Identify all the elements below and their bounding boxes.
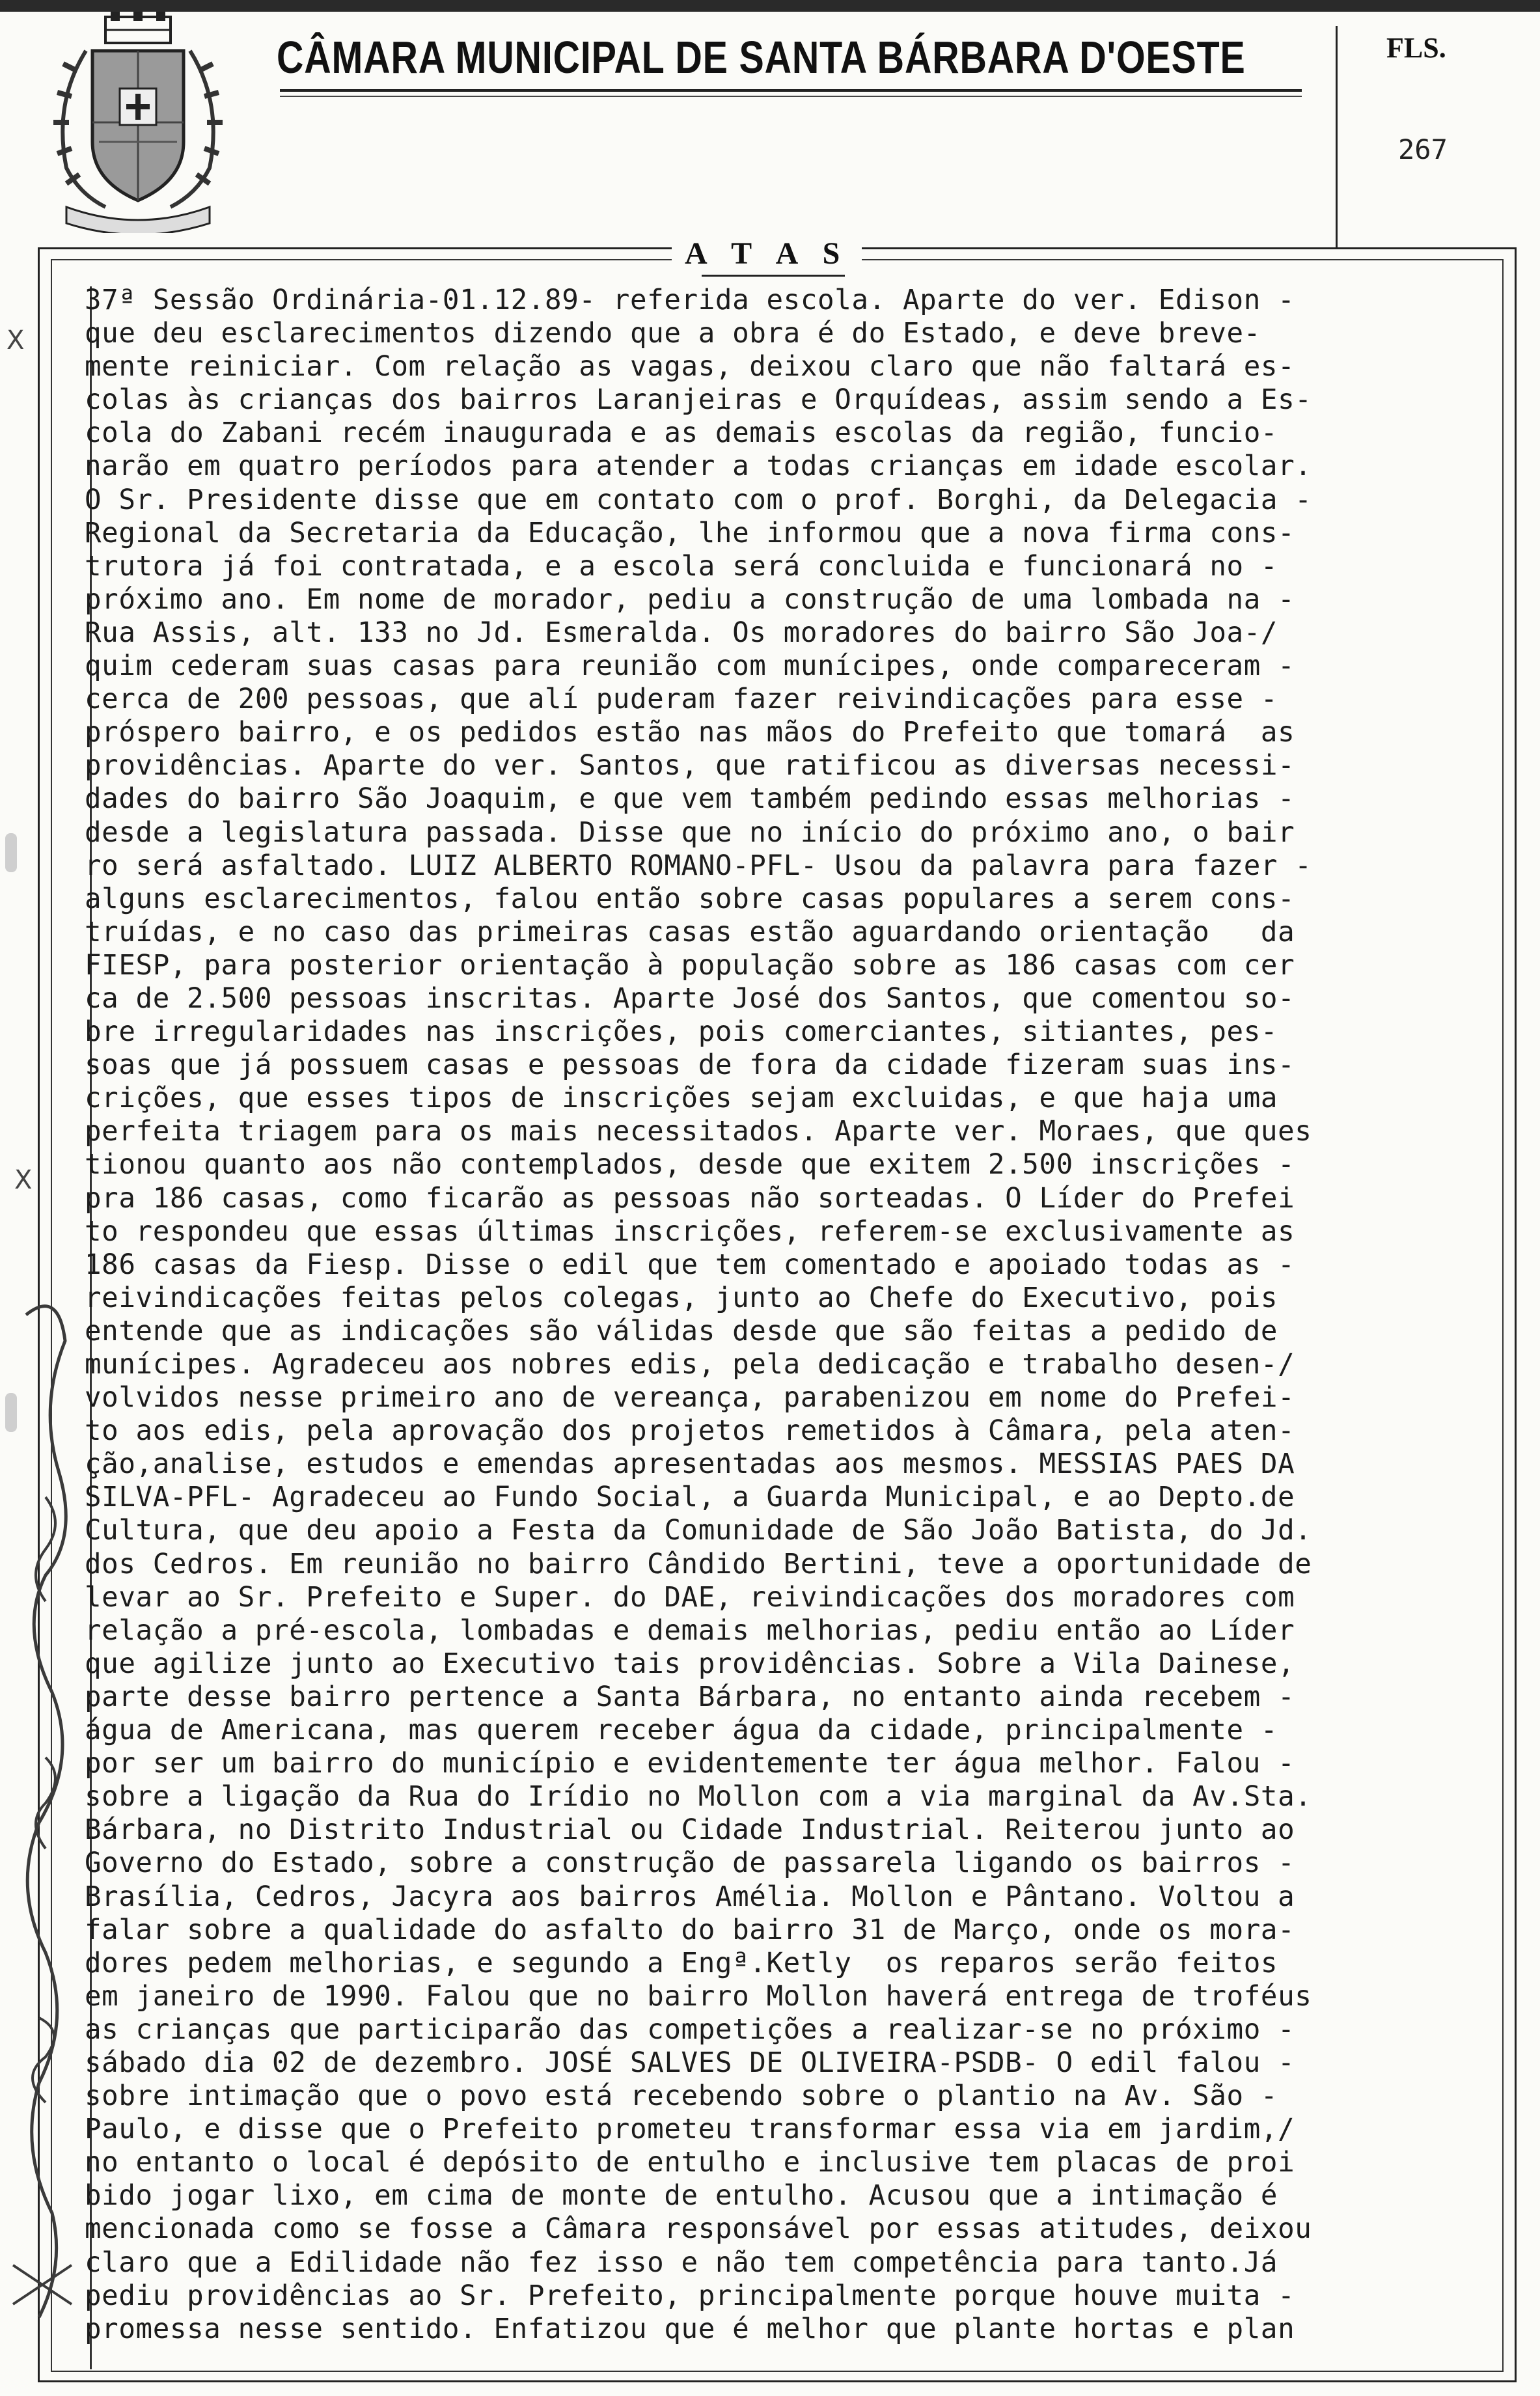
scan-edge — [0, 0, 1540, 12]
margin-x-mark: X — [14, 1165, 33, 1195]
header-rule-thin — [280, 96, 1302, 97]
minutes-line: Regional da Secretaria da Educação, lhe informou que a nova firma cons- — [85, 517, 1295, 549]
minutes-line: dos Cedros. Em reunião no bairro Cândido Bertini, teve a oportunidade de — [85, 1548, 1312, 1580]
minutes-line: quim cederam suas casas para reunião com munícipes, onde compareceram - — [85, 650, 1295, 683]
minutes-line: levar ao Sr. Prefeito e Super. do DAE, reivindicações dos moradores com — [85, 1581, 1295, 1614]
minutes-line: 186 casas da Fiesp. Disse o edil que tem comentado e apoiado todas as - — [85, 1248, 1295, 1281]
margin-x-mark: X — [7, 325, 25, 355]
minutes-line: que deu esclarecimentos dizendo que a obra é do Estado, e deve breve- — [85, 318, 1261, 350]
page-number-divider — [1336, 26, 1338, 247]
minutes-line: O Sr. Presidente disse que em contato com o prof. Borghi, da Delegacia - — [85, 484, 1312, 516]
minutes-line: desde a legislatura passada. Disse que no início do próximo ano, o bair — [85, 816, 1295, 849]
minutes-line: água de Americana, mas querem receber água da cidade, principalmente - — [85, 1714, 1278, 1747]
minutes-line: cola do Zabani recém inaugurada e as demais escolas da região, funcio- — [85, 417, 1278, 450]
minutes-line: mencionada como se fosse a Câmara responsável por essas atitudes, deixou — [85, 2213, 1312, 2246]
minutes-line: no entanto o local é depósito de entulho e inclusive tem placas de proi — [85, 2147, 1295, 2179]
minutes-line: to aos edis, pela aprovação dos projetos remetidos à Câmara, pela aten- — [85, 1415, 1295, 1448]
folio-label: FLS. — [1386, 32, 1446, 64]
minutes-line: providências. Aparte do ver. Santos, que ratificou as diversas necessi- — [85, 750, 1295, 782]
minutes-line: sobre intimação que o povo está recebendo sobre o plantio na Av. São - — [85, 2080, 1278, 2113]
minutes-line: Paulo, e disse que o Prefeito prometeu transformar essa via em jardim,/ — [85, 2114, 1295, 2146]
minutes-line: próspero bairro, e os pedidos estão nas mãos do Prefeito que tomará as — [85, 717, 1295, 749]
minutes-line: narão em quatro períodos para atender a todas crianças em idade escolar. — [85, 450, 1312, 483]
minutes-line: Brasília, Cedros, Jacyra aos bairros Amélia. Mollon e Pântano. Voltou a — [85, 1880, 1295, 1913]
minutes-line: sobre a ligação da Rua do Irídio no Mollon com a via marginal da Av.Sta. — [85, 1781, 1312, 1813]
header-rule — [280, 89, 1302, 92]
minutes-line: em janeiro de 1990. Falou que no bairro Mollon haverá entrega de troféus — [85, 1980, 1312, 2013]
section-title-underline — [702, 275, 845, 277]
minutes-line: pra 186 casas, como ficarão as pessoas não sorteadas. O Líder do Prefei — [85, 1182, 1295, 1215]
minutes-line: munícipes. Agradeceu aos nobres edis, pela dedicação e trabalho desen-/ — [85, 1349, 1295, 1381]
minutes-line: Rua Assis, alt. 133 no Jd. Esmeralda. Os moradores do bairro São Joa-/ — [85, 616, 1278, 649]
minutes-line: tionou quanto aos não contemplados, desde que exitem 2.500 inscrições - — [85, 1149, 1295, 1181]
minutes-line: trutora já foi contratada, e a escola será concluida e funcionará no - — [85, 550, 1278, 583]
minutes-line: Bárbara, no Distrito Industrial ou Cidade Industrial. Reiterou junto ao — [85, 1814, 1295, 1847]
minutes-line: mente reiniciar. Com relação as vagas, deixou claro que não faltará es- — [85, 351, 1295, 383]
minutes-line: dades do bairro São Joaquim, e que vem também pedindo essas melhorias - — [85, 783, 1295, 816]
minutes-line: por ser um bairro do município e evidentemente ter água melhor. Falou - — [85, 1748, 1295, 1780]
minutes-line: soas que já possuem casas e pessoas de fora da cidade fizeram suas ins- — [85, 1049, 1295, 1082]
minutes-line: truídas, e no caso das primeiras casas estão aguardando orientação da — [85, 916, 1295, 948]
minutes-line: Governo do Estado, sobre a construção de passarela ligando os bairros - — [85, 1847, 1295, 1880]
minutes-line: as crianças que participarão das competições a realizar-se no próximo - — [85, 2013, 1295, 2046]
minutes-line: 37ª Sessão Ordinária-01.12.89- referida escola. Aparte do ver. Edison - — [85, 284, 1295, 316]
minutes-line: pediu providências ao Sr. Prefeito, principalmente porque houve muita - — [85, 2279, 1295, 2312]
minutes-line: próximo ano. Em nome de morador, pediu a construção de uma lombada na - — [85, 583, 1295, 616]
minutes-line: parte desse bairro pertence a Santa Bárbara, no entanto ainda recebem - — [85, 1681, 1295, 1713]
punch-hole — [5, 833, 17, 872]
minutes-line: ro será asfaltado. LUIZ ALBERTO ROMANO-PFL- Usou da palavra para fazer - — [85, 849, 1312, 882]
minutes-line: entende que as indicações são válidas desde que são feitas a pedido de — [85, 1315, 1278, 1347]
minutes-line: reivindicações feitas pelos colegas, junto ao Chefe do Executivo, pois — [85, 1282, 1278, 1314]
punch-hole — [5, 1393, 17, 1432]
page-number: 267 — [1398, 133, 1448, 165]
minutes-line: Cultura, que deu apoio a Festa da Comunidade de São João Batista, do Jd. — [85, 1515, 1312, 1547]
minutes-line: falar sobre a qualidade do asfalto do bairro 31 de Março, onde os mora- — [85, 1914, 1295, 1946]
minutes-line: relação a pré-escola, lombadas e demais melhorias, pediu então ao Líder — [85, 1614, 1295, 1647]
minutes-line: cerca de 200 pessoas, que alí puderam fazer reivindicações para esse - — [85, 683, 1278, 716]
minutes-line: que agilize junto ao Executivo tais providências. Sobre a Vila Dainese, — [85, 1647, 1295, 1680]
minutes-line: ca de 2.500 pessoas inscritas. Aparte José dos Santos, que comentou so- — [85, 982, 1295, 1015]
minutes-line: crições, que esses tipos de inscrições sejam excluidas, e que haja uma — [85, 1082, 1278, 1115]
coat-of-arms-icon — [40, 12, 236, 233]
minutes-line: bido jogar lixo, em cima de monte de entulho. Acusou que a intimação é — [85, 2180, 1278, 2212]
minutes-line: alguns esclarecimentos, falou então sobre casas populares a serem cons- — [85, 883, 1295, 915]
minutes-line: to respondeu que essas últimas inscrições, referem-se exclusivamente as — [85, 1215, 1295, 1248]
institution-title: CÂMARA MUNICIPAL DE SANTA BÁRBARA D'OESTE — [277, 32, 1246, 83]
minutes-line: bre irregularidades nas inscrições, pois comerciantes, sitiantes, pes- — [85, 1016, 1278, 1049]
minutes-line: dores pedem melhorias, e segundo a Engª.Ketly os reparos serão feitos — [85, 1947, 1278, 1979]
section-title: A T A S — [672, 236, 862, 271]
minutes-line: claro que a Edilidade não fez isso e não tem competência para tanto.Já — [85, 2246, 1278, 2279]
minutes-line: sábado dia 02 de dezembro. JOSÉ SALVES DE OLIVEIRA-PSDB- O edil falou - — [85, 2046, 1295, 2079]
minutes-line: volvidos nesse primeiro ano de vereança, parabenizou em nome do Prefei- — [85, 1382, 1295, 1414]
minutes-line: FIESP, para posterior orientação à população sobre as 186 casas com cer — [85, 949, 1295, 982]
minutes-line: promessa nesse sentido. Enfatizou que é melhor que plante hortas e plan — [85, 2313, 1295, 2345]
minutes-line: SILVA-PFL- Agradeceu ao Fundo Social, a Guarda Municipal, e ao Depto.de — [85, 1481, 1295, 1514]
minutes-line: perfeita triagem para os mais necessitados. Aparte ver. Moraes, que ques — [85, 1116, 1312, 1148]
minutes-body — [85, 284, 1504, 2346]
minutes-line: colas às crianças dos bairros Laranjeiras e Orquídeas, assim sendo a Es- — [85, 384, 1312, 417]
minutes-line: ção,analise, estudos e emendas apresentadas aos mesmos. MESSIAS PAES DA — [85, 1448, 1295, 1481]
